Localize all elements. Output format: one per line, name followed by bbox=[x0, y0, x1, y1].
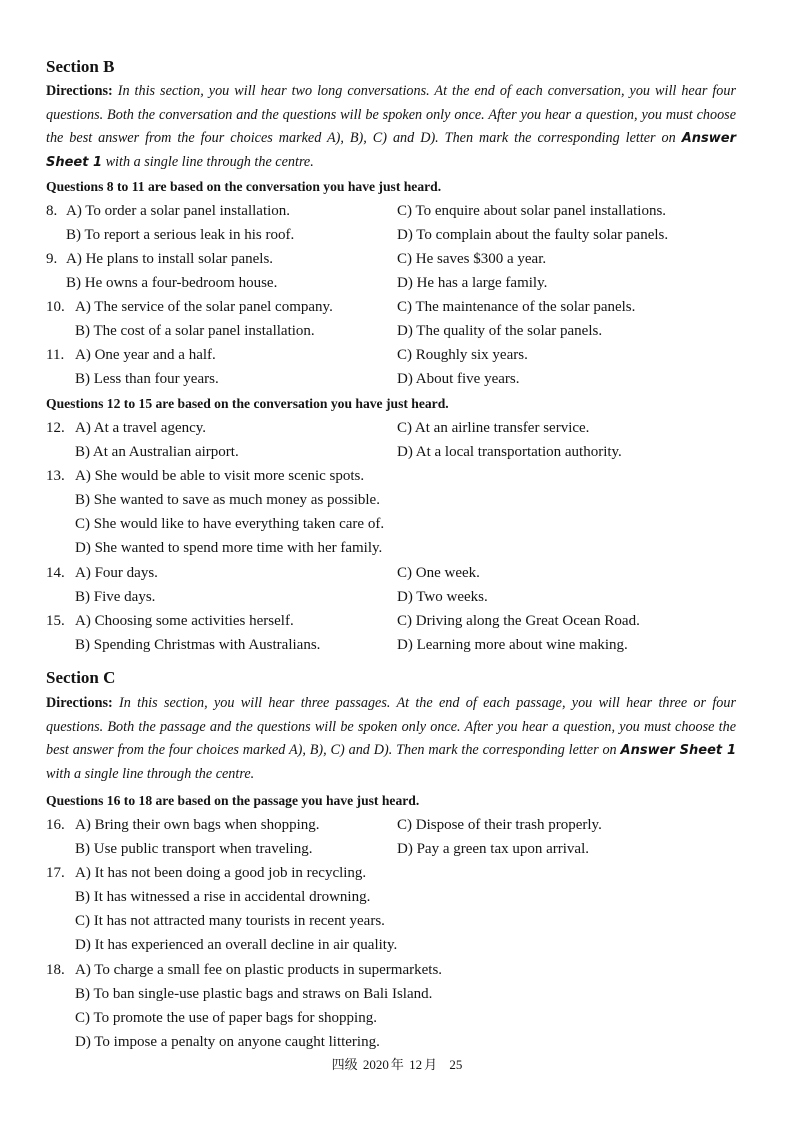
option-c: C) He saves $300 a year. bbox=[397, 251, 547, 267]
option-c: C) The maintenance of the solar panels. bbox=[397, 299, 636, 315]
option-b: B) It has witnessed a rise in accidental drowning. bbox=[75, 889, 371, 905]
section-b-directions bbox=[46, 80, 736, 174]
questions-8-11-heading: Questions 8 to 11 are based on the conversation you have just heard. bbox=[46, 179, 442, 194]
option-b: B) Use public transport when traveling. bbox=[75, 841, 313, 857]
option-d: D) Learning more about wine making. bbox=[397, 637, 628, 653]
option-a: A) At a travel agency. bbox=[75, 420, 207, 436]
option-c: C) One week. bbox=[397, 565, 480, 581]
option-d: D) She wanted to spend more time with her family. bbox=[75, 540, 383, 556]
question-number: 8. bbox=[46, 203, 58, 219]
page-footer bbox=[0, 1056, 794, 1074]
option-d: D) At a local transportation authority. bbox=[397, 444, 622, 460]
option-c: C) Driving along the Great Ocean Road. bbox=[397, 613, 640, 629]
option-b: B) To ban single-use plastic bags and straws on Bali Island. bbox=[75, 986, 433, 1002]
question-9-row-2 bbox=[0, 272, 794, 294]
question-number: 10. bbox=[46, 299, 65, 315]
option-d: D) He has a large family. bbox=[397, 275, 548, 291]
question-number: 9. bbox=[46, 251, 58, 267]
question-11-row-2 bbox=[0, 368, 794, 390]
question-13-row-4 bbox=[0, 537, 794, 559]
question-17-row-4 bbox=[0, 934, 794, 956]
directions-lead: Directions: bbox=[46, 83, 113, 99]
question-13 bbox=[0, 465, 794, 487]
option-c: C) Roughly six years. bbox=[397, 347, 528, 363]
option-d: D) Pay a green tax upon arrival. bbox=[397, 841, 590, 857]
option-d: D) The quality of the solar panels. bbox=[397, 323, 603, 339]
question-12-row-2 bbox=[0, 441, 794, 463]
option-d: D) About five years. bbox=[397, 371, 520, 387]
question-16-row-2 bbox=[0, 838, 794, 860]
questions-16-18-heading: Questions 16 to 18 are based on the passage you have just heard. bbox=[46, 793, 420, 808]
question-10 bbox=[0, 296, 794, 318]
section-b-title: Section B bbox=[46, 57, 115, 76]
option-a: A) One year and a half. bbox=[75, 347, 216, 363]
question-15 bbox=[0, 610, 794, 632]
directions-text: In this section, you will hear three passages. At the end of each passage, you will hear three or four questions. Both the passage and the questions will be spoken only once. After you hear a question, you must choose the best answer from the four choices marked A), B), C) and D). Then mark the corresponding letter on bbox=[46, 695, 736, 758]
question-10-row-2 bbox=[0, 320, 794, 342]
questions-12-15-heading: Questions 12 to 15 are based on the conversation you have just heard. bbox=[46, 396, 449, 411]
option-a: A) He plans to install solar panels. bbox=[66, 251, 274, 267]
option-a: A) Choosing some activities herself. bbox=[75, 613, 294, 629]
question-9 bbox=[0, 248, 794, 270]
question-8 bbox=[0, 200, 794, 222]
section-c-title: Section C bbox=[46, 668, 116, 687]
directions-text: In this section, you will hear two long conversations. At the end of each conversation, you will hear four questions. Both the conversation and the questions will be spoken only once. After you hear a question, you must choose the best answer from the four choices marked A), B), C) and D). Then mark the corresponding letter on bbox=[46, 83, 736, 146]
option-b: B) Spending Christmas with Australians. bbox=[75, 637, 321, 653]
directions-text-end: with a single line through the centre. bbox=[102, 153, 314, 170]
question-14-row-2 bbox=[0, 586, 794, 608]
question-14 bbox=[0, 562, 794, 584]
option-b: B) At an Australian airport. bbox=[75, 444, 239, 460]
option-c: C) To enquire about solar panel installations. bbox=[397, 203, 667, 219]
question-13-row-2 bbox=[0, 489, 794, 511]
question-12 bbox=[0, 417, 794, 439]
question-number: 14. bbox=[46, 565, 65, 581]
footer-exam: 四级 bbox=[331, 1057, 358, 1072]
question-18-row-3 bbox=[0, 1007, 794, 1029]
question-18-row-4 bbox=[0, 1031, 794, 1053]
option-a: A) Four days. bbox=[75, 565, 158, 581]
question-17-row-3 bbox=[0, 910, 794, 932]
footer-year: 2020 bbox=[362, 1057, 389, 1072]
section-c-directions bbox=[46, 692, 736, 786]
option-d: D) It has experienced an overall decline in air quality. bbox=[75, 937, 398, 953]
question-number: 16. bbox=[46, 817, 65, 833]
question-13-row-3 bbox=[0, 513, 794, 535]
option-a: A) Bring their own bags when shopping. bbox=[75, 817, 320, 833]
option-c: C) To promote the use of paper bags for shopping. bbox=[75, 1010, 377, 1026]
question-number: 11. bbox=[46, 347, 65, 363]
question-8-row-2 bbox=[0, 224, 794, 246]
question-17 bbox=[0, 862, 794, 884]
question-number: 15. bbox=[46, 613, 65, 629]
answer-sheet-label: Answer Sheet 1 bbox=[620, 743, 736, 758]
directions-lead: Directions: bbox=[46, 695, 113, 711]
option-d: D) To complain about the faulty solar panels. bbox=[397, 227, 669, 243]
option-b: B) Five days. bbox=[75, 589, 156, 605]
answer-sheet-label: Answer Sheet 1 bbox=[46, 131, 736, 170]
footer-year-char: 年 bbox=[390, 1057, 404, 1072]
option-a: A) The service of the solar panel company. bbox=[75, 299, 333, 315]
option-b: B) The cost of a solar panel installation. bbox=[75, 323, 315, 339]
question-number: 13. bbox=[46, 468, 65, 484]
question-15-row-2 bbox=[0, 634, 794, 656]
option-c: C) At an airline transfer service. bbox=[397, 420, 590, 436]
footer-month: 12 bbox=[409, 1057, 423, 1072]
question-11 bbox=[0, 344, 794, 366]
question-18 bbox=[0, 959, 794, 981]
question-number: 17. bbox=[46, 865, 65, 881]
directions-text-end: with a single line through the centre. bbox=[46, 765, 255, 782]
option-a: A) To order a solar panel installation. bbox=[66, 203, 291, 219]
page-number: 25 bbox=[449, 1057, 463, 1072]
question-17-row-2 bbox=[0, 886, 794, 908]
option-b: B) Less than four years. bbox=[75, 371, 219, 387]
option-c: C) It has not attracted many tourists in recent years. bbox=[75, 913, 385, 929]
question-number: 18. bbox=[46, 962, 65, 978]
question-16 bbox=[0, 814, 794, 836]
option-b: B) To report a serious leak in his roof. bbox=[66, 227, 295, 243]
option-b: B) She wanted to save as much money as possible. bbox=[75, 492, 380, 508]
footer-month-char: 月 bbox=[424, 1057, 438, 1072]
option-c: C) She would like to have everything taken care of. bbox=[75, 516, 385, 532]
option-c: C) Dispose of their trash properly. bbox=[397, 817, 602, 833]
option-b: B) He owns a four-bedroom house. bbox=[66, 275, 278, 291]
option-a: A) To charge a small fee on plastic products in supermarkets. bbox=[75, 962, 443, 978]
question-18-row-2 bbox=[0, 983, 794, 1005]
option-d: D) Two weeks. bbox=[397, 589, 488, 605]
option-a: A) She would be able to visit more scenic spots. bbox=[75, 468, 365, 484]
option-a: A) It has not been doing a good job in recycling. bbox=[75, 865, 367, 881]
question-number: 12. bbox=[46, 420, 65, 436]
option-d: D) To impose a penalty on anyone caught littering. bbox=[75, 1034, 380, 1050]
